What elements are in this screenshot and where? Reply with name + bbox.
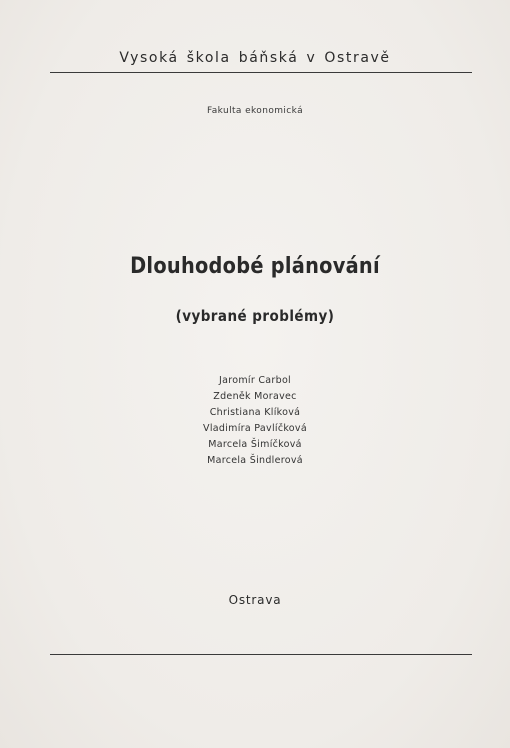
document-title: Dlouhodobé plánování (130, 254, 380, 279)
author-name: Marcela Šindlerová (207, 455, 303, 466)
author-name: Jaromír Carbol (219, 375, 291, 386)
author-name: Marcela Šimíčková (208, 439, 302, 450)
author-name: Christiana Klíková (209, 407, 301, 418)
publication-place: Ostrava (228, 593, 282, 607)
author-list (0, 373, 510, 469)
author-name: Vladimíra Pavlíčková (203, 423, 307, 434)
author-name: Zdeněk Moravec (213, 391, 297, 402)
faculty-name: Fakulta ekonomická (206, 106, 304, 116)
university-name: Vysoká škola báňská v Ostravě (119, 50, 391, 66)
document-subtitle: (vybrané problémy) (175, 307, 335, 325)
bottom-divider (50, 654, 472, 655)
top-divider (50, 72, 472, 73)
